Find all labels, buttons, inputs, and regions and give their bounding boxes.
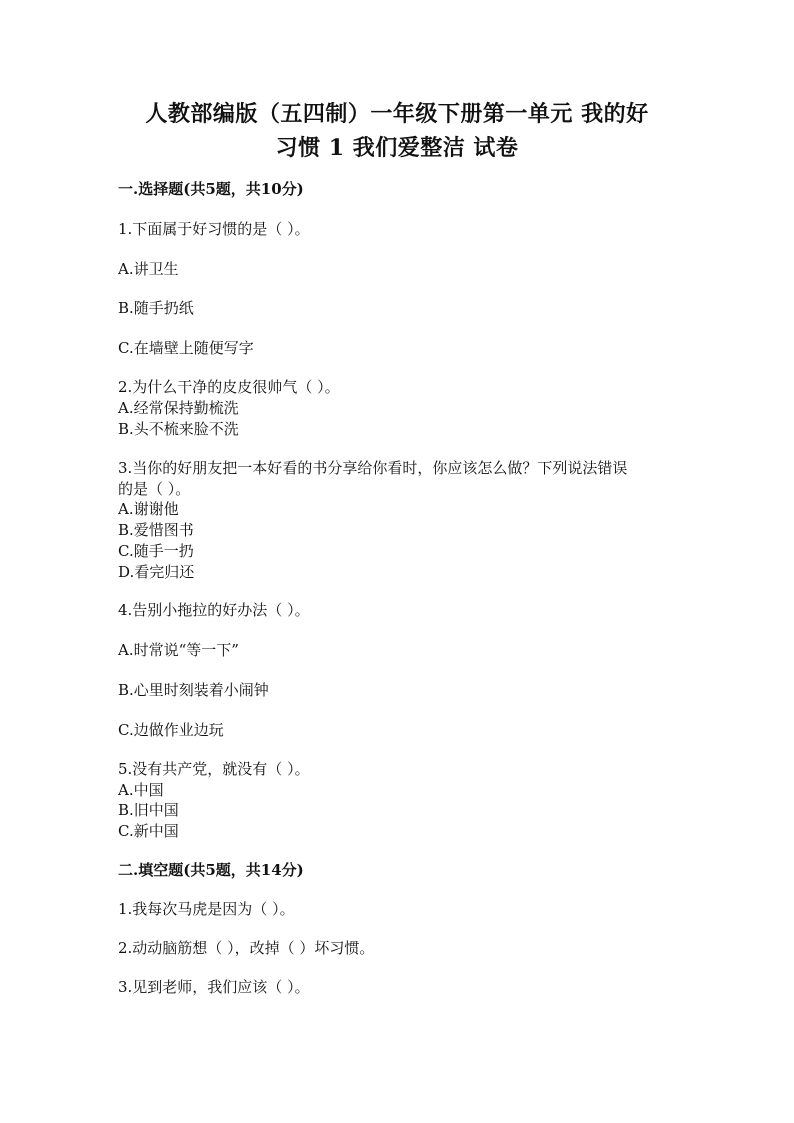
question-4-option-c: C.边做作业边玩 [118, 721, 224, 739]
question-1-text: 1.下面属于好习惯的是（ ）。 [118, 220, 310, 238]
question-3-option-d: D.看完归还 [118, 563, 195, 581]
question-3-option-a: A.谢谢他 [118, 500, 179, 518]
section-heading-choice: 一.选择题(共5题，共10分) [118, 180, 304, 198]
page-title-line-1: 人教部编版（五四制）一年级下册第一单元 我的好 [145, 101, 649, 127]
question-3-option-b: B.爱惜图书 [118, 521, 194, 539]
question-2-text: 2.为什么干净的皮皮很帅气（ ）。 [118, 378, 340, 396]
question-5-option-c: C.新中国 [118, 822, 179, 840]
question-1-option-c: C.在墙壁上随便写字 [118, 339, 254, 357]
question-2-option-a: A.经常保持勤梳洗 [118, 399, 239, 417]
question-5-text: 5.没有共产党，就没有（ ）。 [118, 760, 310, 778]
question-3-text-line-1: 3.当你的好朋友把一本好看的书分享给你看时，你应该怎么做？下列说法错误 [118, 459, 628, 477]
question-4-text: 4.告别小拖拉的好办法（ ）。 [118, 601, 310, 619]
fill-question-3-text: 3.见到老师，我们应该（ ）。 [118, 978, 310, 996]
question-3-text-line-2: 的是（ ）。 [118, 480, 191, 498]
section-heading-fill-in: 二.填空题(共5题，共14分) [118, 861, 304, 879]
fill-question-2-text: 2.动动脑筋想（ ），改掉（ ）坏习惯。 [118, 939, 375, 957]
question-2-option-b: B.头不梳来脸不洗 [118, 420, 239, 438]
question-1-option-b: B.随手扔纸 [118, 299, 194, 317]
fill-question-1-text: 1.我每次马虎是因为（ ）。 [118, 900, 295, 918]
question-4-option-a: A.时常说“等一下” [118, 641, 239, 659]
question-5-option-a: A.中国 [118, 781, 164, 799]
question-1-option-a: A.讲卫生 [118, 260, 179, 278]
question-3-option-c: C.随手一扔 [118, 542, 194, 560]
question-5-option-b: B.旧中国 [118, 801, 179, 819]
question-4-option-b: B.心里时刻装着小闹钟 [118, 681, 269, 699]
page-title-line-2: 习惯 1 我们爱整洁 试卷 [275, 135, 519, 161]
